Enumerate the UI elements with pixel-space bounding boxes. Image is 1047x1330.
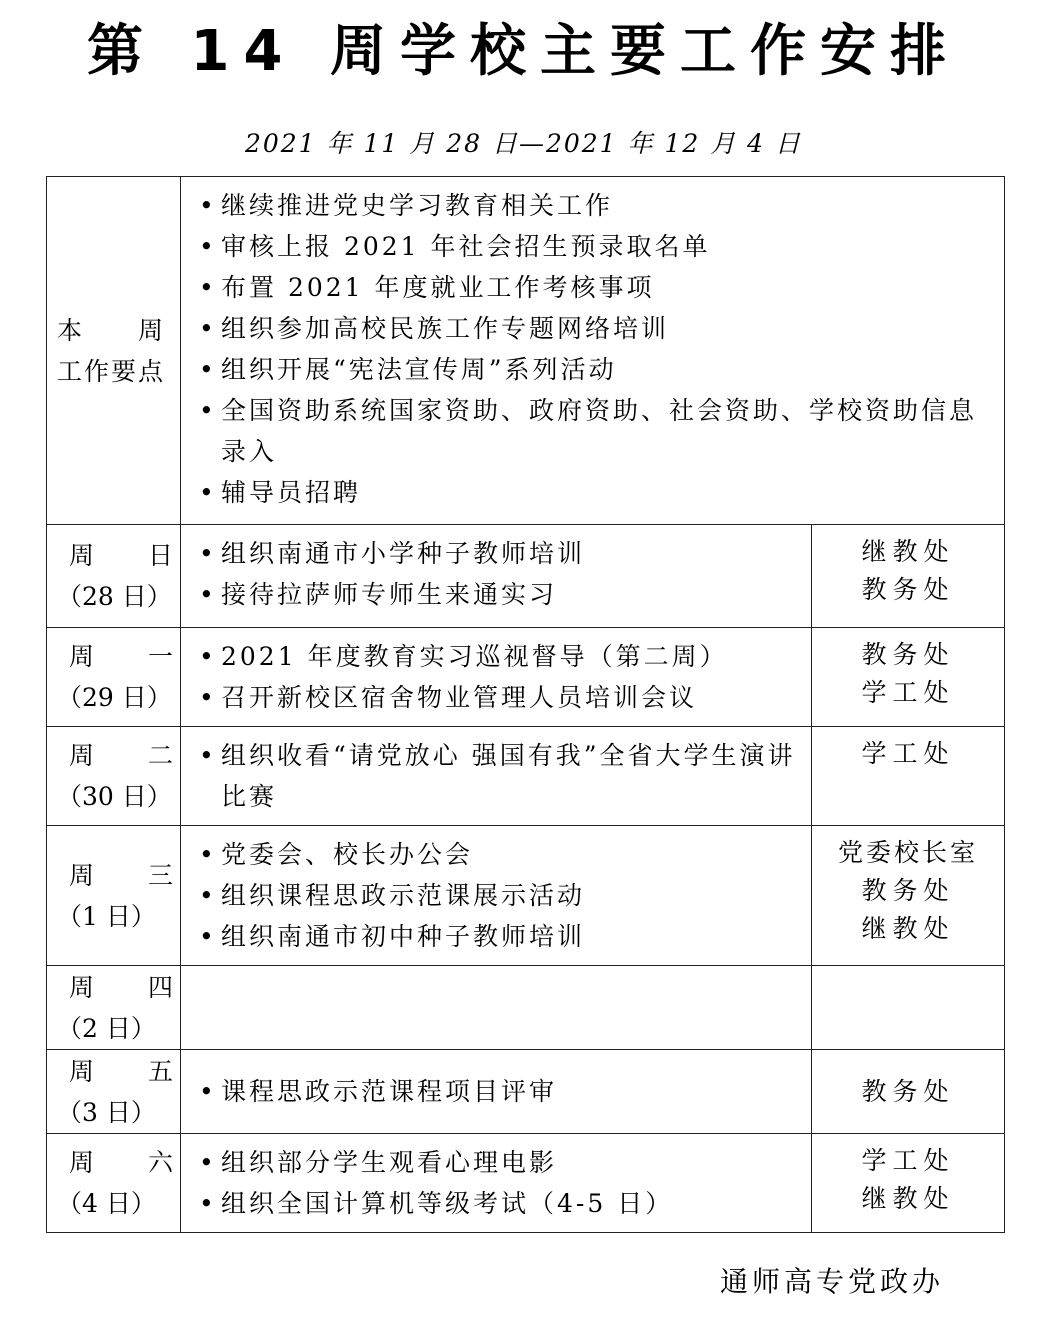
list-item: • 2021 年度教育实习巡视督导（第二周） bbox=[199, 636, 803, 677]
list-item: • 组织南通市初中种子教师培训 bbox=[199, 916, 803, 957]
list-item: • 组织收看“请党放心 强国有我”全省大学生演讲比赛 bbox=[199, 735, 803, 817]
list-item: • 党委会、校长办公会 bbox=[199, 834, 803, 875]
day-label: 周 六 （4 日） bbox=[47, 1134, 181, 1233]
day-row-wednesday bbox=[47, 826, 1005, 966]
day-items bbox=[181, 525, 812, 628]
list-item: • 组织参加高校民族工作专题网络培训 bbox=[199, 308, 996, 349]
day-row-saturday bbox=[47, 1134, 1005, 1233]
week-focus-label: 本 周 工作要点 bbox=[47, 177, 181, 525]
day-label: 周 二 （30 日） bbox=[47, 727, 181, 826]
day-row-thursday bbox=[47, 966, 1005, 1050]
list-item: • 继续推进党史学习教育相关工作 bbox=[199, 185, 996, 226]
list-item: • 全国资助系统国家资助、政府资助、社会资助、学校资助信息录入 bbox=[199, 390, 996, 472]
day-label: 周 日 （28 日） bbox=[47, 525, 181, 628]
day-items bbox=[181, 1050, 812, 1134]
list-item: • 辅导员招聘 bbox=[199, 472, 996, 513]
list-item: • 组织全国计算机等级考试（4-5 日） bbox=[199, 1183, 803, 1224]
page-title: 第 14 周学校主要工作安排 bbox=[87, 19, 960, 84]
dept-cell: 学工处 bbox=[812, 727, 1005, 826]
day-items bbox=[181, 1134, 812, 1233]
list-item: • 组织课程思政示范课展示活动 bbox=[199, 875, 803, 916]
dept-cell: 教务处 bbox=[812, 1050, 1005, 1134]
list-item: • 组织开展“宪法宣传周”系列活动 bbox=[199, 349, 996, 390]
day-label: 周 五 （3 日） bbox=[47, 1050, 181, 1134]
issuer-signature: 通师高专党政办 bbox=[720, 1265, 945, 1298]
list-item: • 接待拉萨师专师生来通实习 bbox=[199, 574, 803, 615]
dept-cell: 学工处 继教处 bbox=[812, 1134, 1005, 1233]
dept-cell: 党委校长室 教务处 继教处 bbox=[812, 826, 1005, 966]
day-items bbox=[181, 826, 812, 966]
day-items bbox=[181, 628, 812, 727]
list-item: • 审核上报 2021 年社会招生预录取名单 bbox=[199, 226, 996, 267]
day-row-sunday bbox=[47, 525, 1005, 628]
schedule-table bbox=[46, 176, 1005, 1233]
list-item: • 布置 2021 年度就业工作考核事项 bbox=[199, 267, 996, 308]
day-row-tuesday bbox=[47, 727, 1005, 826]
list-item: • 召开新校区宿舍物业管理人员培训会议 bbox=[199, 677, 803, 718]
dept-cell: 继教处 教务处 bbox=[812, 525, 1005, 628]
day-items bbox=[181, 966, 812, 1050]
day-row-monday bbox=[47, 628, 1005, 727]
list-item: • 课程思政示范课程项目评审 bbox=[199, 1071, 803, 1112]
day-label: 周 四 （2 日） bbox=[47, 966, 181, 1050]
dept-cell bbox=[812, 966, 1005, 1050]
day-label: 周 三 （1 日） bbox=[47, 826, 181, 966]
week-focus-row bbox=[47, 177, 1005, 525]
date-range: 2021 年 11 月 28 日—2021 年 12 月 4 日 bbox=[244, 129, 803, 158]
day-items bbox=[181, 727, 812, 826]
day-row-friday bbox=[47, 1050, 1005, 1134]
day-label: 周 一 （29 日） bbox=[47, 628, 181, 727]
week-focus-items bbox=[181, 177, 1005, 525]
dept-cell: 教务处 学工处 bbox=[812, 628, 1005, 727]
list-item: • 组织部分学生观看心理电影 bbox=[199, 1142, 803, 1183]
list-item: • 组织南通市小学种子教师培训 bbox=[199, 533, 803, 574]
